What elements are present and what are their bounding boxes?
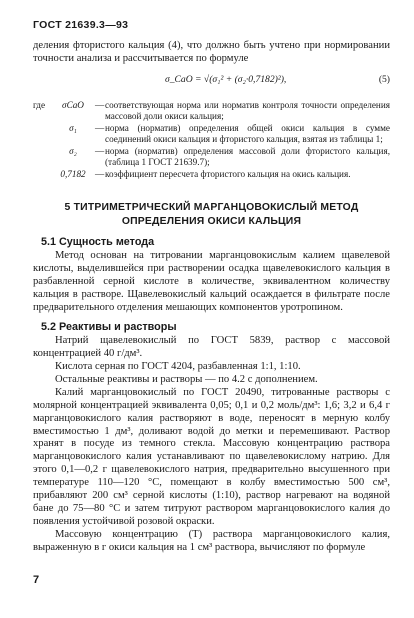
intro-paragraph: деления фтористого кальция (4), что должно быть учтено при нормировании точности анализа и рассчитывается по формуле (33, 40, 390, 64)
definition-text: соответствующая норма или норматив контроля точности определения массовой доли окиси кальция; (105, 99, 390, 121)
section-title-line-2: ОПРЕДЕЛЕНИЯ ОКИСИ КАЛЬЦИЯ (121, 215, 302, 227)
definition-prefix (33, 146, 51, 169)
paragraph-permanganate: Калий марганцовокислый по ГОСТ 20490, титрованные растворы с молярной концентрацией эквивалента 0,05; 0,1 и 0,2 моль/дм³: 1,6; 3,2 и 6,4 г марганцовокислого калия растворяют в воде, переносят в мерную колбу вместимостью 1 дм³, доливают водой до метки и перемешивают. Раствор хранят в посуде из темного стекла. Массовую концентрацию раствора марганцовокислого калия устанавливают по щавелевокислому натрию. Для этого 0,1—0,2 г щавелевокислого натрия, предварительно высушенного при температуре 110—120 °С, помещают в колбу вместимостью 500 см³, прибавляют 200 см³ серной кислоты (1:10), раствор нагревают на водяной бане до 75—80 °С и затем титруют раствором марганцовокислого калия до появления устойчивой розовой окраски. (33, 386, 390, 527)
definitions-list (33, 100, 390, 181)
paragraph-sulfuric-acid: Кислота серная по ГОСТ 4204, разбавленная 1:1, 1:10. (55, 360, 301, 372)
definition-symbol: 0,7182 (60, 169, 86, 180)
subsection-heading-5-1: 5.1 Сущность метода (41, 236, 155, 249)
formula-number: (5) (378, 73, 390, 85)
definition-row (33, 123, 390, 146)
subsection-heading-5-2: 5.2 Реактивы и растворы (41, 320, 177, 333)
definition-prefix: где (33, 99, 46, 110)
page-body (33, 40, 390, 555)
paragraph-method-essence: Метод основан на титровании марганцовокислым калием щавелевой кислоты, выделившейся при растворении осадка щавелевокислого кальция в разбавленной серной кислоте в количестве, эквивалентном количеству кальция в растворе. Щавелевокислый кальций осаждается в фильтрате после предварительного отделения мешающих компонентов уротропином. (33, 250, 390, 313)
definition-dash: — (95, 122, 105, 133)
definition-dash: — (95, 145, 105, 156)
page-number: 7 (33, 574, 40, 586)
paragraph-other-reagents: Остальные реактивы и растворы — по 4.2 с дополнением. (55, 373, 318, 385)
definition-symbol: σ₂ (69, 145, 77, 156)
definition-row (33, 146, 390, 169)
definition-row (33, 169, 390, 181)
definition-symbol: σ₁ (69, 122, 77, 133)
section-title-line-1: 5 ТИТРИМЕТРИЧЕСКИЙ МАРГАНЦОВОКИСЛЫЙ МЕТОД (64, 202, 359, 214)
formula-5 (33, 70, 390, 94)
definition-symbol: σCaO (62, 99, 84, 110)
definition-text: коэффициент пересчета фтористого кальция на окись кальция. (105, 169, 351, 180)
definition-prefix (33, 123, 51, 146)
formula-expression: σ_CaO = √(σ₁² + (σ₂·0,7182)²), (165, 73, 287, 85)
definition-text: норма (норматив) определения массовой доли фтористого кальция, (таблица 1 ГОСТ 21639.7); (105, 145, 390, 167)
definition-row (33, 100, 390, 123)
definition-text: норма (норматив) определения общей окиси кальция в сумме соединений окиси кальция и фтористого кальция, взятая из таблицы 1; (105, 122, 390, 144)
page-header: ГОСТ 21639.3—93 (33, 19, 129, 31)
definition-dash: — (95, 99, 105, 110)
section-title (33, 201, 390, 228)
paragraph-sodium-oxalate: Натрий щавелевокислый по ГОСТ 5839, раствор с массовой концентрацией 40 г/дм³. (33, 335, 390, 359)
paragraph-mass-concentration: Массовую концентрацию (Т) раствора марганцовокислого калия, выраженную в г окиси кальция на 1 см³ раствора, вычисляют по формуле (33, 528, 390, 553)
definition-dash: — (95, 169, 105, 180)
definition-prefix (33, 169, 51, 181)
